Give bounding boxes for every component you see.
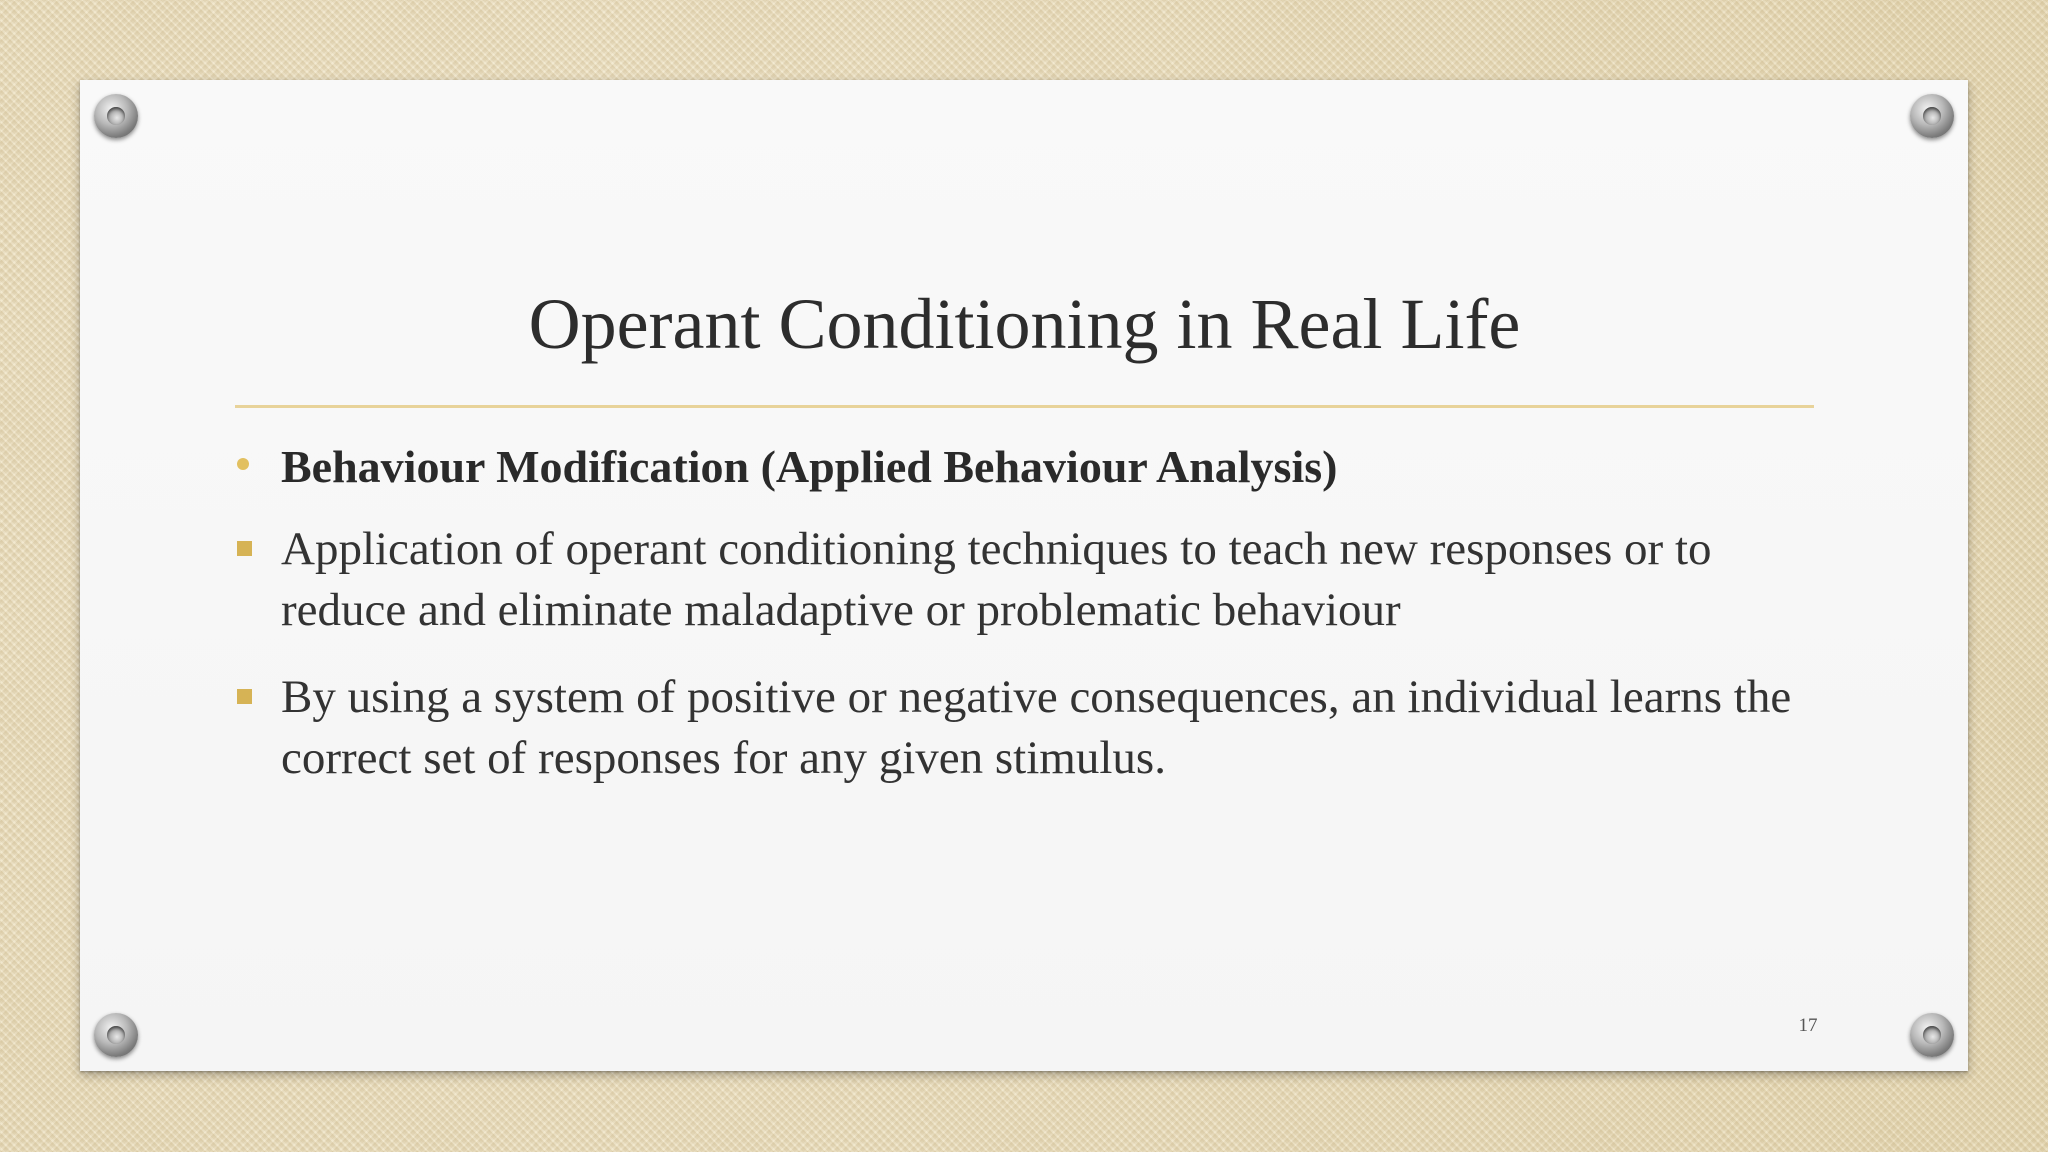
bullet-text: Behaviour Modification (Applied Behaviour Analysis)	[281, 441, 1338, 492]
bullet-item	[235, 667, 1835, 789]
bullet-square-icon	[237, 541, 252, 556]
grommet-bottom-right-icon	[1910, 1013, 1954, 1057]
bullet-square-icon	[237, 689, 252, 704]
title-divider	[235, 405, 1814, 408]
bullet-list	[235, 436, 1835, 815]
page-number: 17	[1798, 1015, 1818, 1036]
grommet-bottom-left-icon	[94, 1013, 138, 1057]
bullet-item	[235, 519, 1835, 641]
bullet-item	[235, 436, 1835, 497]
slide-title: Operant Conditioning in Real Life	[528, 284, 1521, 364]
grommet-top-left-icon	[94, 94, 138, 138]
bullet-text: By using a system of positive or negative consequences, an individual learns the correct set of responses for any given stimulus.	[281, 671, 1792, 784]
bullet-text: Application of operant conditioning techniques to teach new responses or to reduce and eliminate maladaptive or problematic behaviour	[281, 523, 1712, 636]
grommet-top-right-icon	[1910, 94, 1954, 138]
bullet-dot-icon	[237, 458, 249, 470]
